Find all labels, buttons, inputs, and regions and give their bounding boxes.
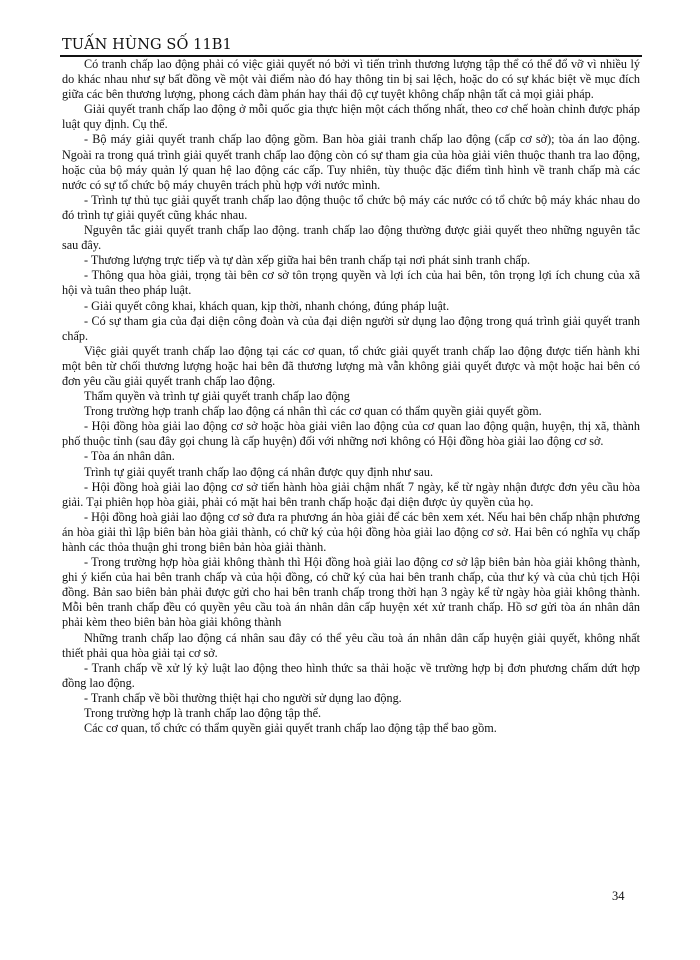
page-number: 34 [612,889,625,903]
running-header: TUẤN HÙNG SỐ 11B1 [62,37,232,53]
paragraph: Các cơ quan, tổ chức có thẩm quyền giải quyết tranh chấp lao động tập thể bao gồm. [84,721,497,736]
paragraph: - Tòa án nhân dân. [84,449,175,464]
paragraph: - Thương lượng trực tiếp và tự dàn xếp giữa hai bên tranh chấp tại nơi phát sinh tranh chấp. [84,253,531,268]
paragraph: Giải quyết tranh chấp lao động ở mỗi quốc gia thực hiện một cách thống nhất, theo cơ chế hoàn chỉnh được pháp luật quy định. Cụ thể. [62,102,640,132]
paragraph: - Hội đồng hòa giải lao động cơ sở hoặc hòa giải viên lao động của cơ quan lao động quận, huyện, thị xã, thành phố thuộc tỉnh (sau đây gọi chung là cấp huyện) đối với những nơi không có Hội đồng hòa giải lao động cơ sở. [62,419,640,449]
document-body [62,57,640,736]
paragraph: - Trình tự thủ tục giải quyết tranh chấp lao động thuộc tổ chức bộ máy các nước có tổ chức bộ máy khác nhau do đó trình tự giải quyết cũng khác nhau. [62,192,640,222]
paragraph: Trình tự giải quyết tranh chấp lao động cá nhân được quy định như sau. [84,464,434,479]
paragraph: Có tranh chấp lao động phải có việc giải quyết nó bởi vì tiến trình thương lượng tập thể có thể đổ vỡ vì nhiều lý do khác nhau như sự bất đồng về một vài điểm nào đó hay thông tin bị sai lệch, hoặc do có sự khác biệt về mục đích giữa các bên thương lượng, phong cách đàm phán hay thái độ cự tuyệt không chấp nhận tất cả mọi giải pháp. [62,57,640,102]
section-heading: Thẩm quyền và trình tự giải quyết tranh chấp lao động [84,389,350,404]
paragraph: - Tranh chấp về xử lý kỷ luật lao động theo hình thức sa thải hoặc về trường hợp bị đơn phương chấm dứt hợp đồng lao động. [62,660,640,690]
paragraph: Việc giải quyết tranh chấp lao động tại các cơ quan, tổ chức giải quyết tranh chấp lao động được tiến hành khi một bên từ chối thương lượng hoặc hai bên đã thương lượng mà vẫn không giải quyết được và một hoặc hai bên có đơn yêu cầu giải quyết tranh chấp lao động. [62,343,640,388]
paragraph: - Hội đồng hoà giải lao động cơ sở đưa ra phương án hòa giải để các bên xem xét. Nếu hai bên chấp nhận phương án hòa giải thì lập biên bản hòa giải thành, có chữ ký của hội đồng hòa giải lao động cơ sở. Hai bên có nghĩa vụ chấp hành các thỏa thuận ghi trong biên bản hòa giải thành. [62,509,640,554]
paragraph: Trong trường hợp là tranh chấp lao động tập thể. [84,706,322,721]
paragraph: - Thông qua hòa giải, trọng tài bên cơ sở tôn trọng quyền và lợi ích của hai bên, tôn trọng lợi ích chung của xã hội và tuân theo pháp luật. [62,268,640,298]
paragraph: - Trong trường hợp hòa giải không thành thì Hội đồng hoà giải lao động cơ sở lập biên bản hòa giải không thành, ghi ý kiến của hai bên tranh chấp và của hội đồng, có chữ ký của hai bên tranh chấp, của thư ký và của chủ tịch Hội đồng. Bản sao biên bản phải được gửi cho hai bên tranh chấp trong thời hạn 3 ngày kể từ ngày hòa giải không thành. Mỗi bên tranh chấp đều có quyền yêu cầu toà án nhân dân cấp huyện xét xử tranh chấp. Hồ sơ gửi tòa án nhân dân phải kèm theo biên bản hòa giải không thành [62,555,640,630]
paragraph: - Tranh chấp về bồi thường thiệt hại cho người sử dụng lao động. [84,690,402,705]
paragraph: Trong trường hợp tranh chấp lao động cá nhân thì các cơ quan có thẩm quyền giải quyết gồm. [84,404,542,419]
paragraph: - Có sự tham gia của đại diện công đoàn và của đại diện người sử dụng lao động trong quá trình giải quyết tranh chấp. [62,313,640,343]
paragraph: Nguyên tắc giải quyết tranh chấp lao động. tranh chấp lao động thường được giải quyết theo những nguyên tắc sau đây. [62,223,640,253]
paragraph: - Hội đồng hoà giải lao động cơ sở tiến hành hòa giải chậm nhất 7 ngày, kể từ ngày nhận được đơn yêu cầu hòa giải. Tại phiên họp hòa giải, phải có mặt hai bên tranh chấp hoặc đại diện được ủy quyền của họ. [62,479,640,509]
paragraph: - Giải quyết công khai, khách quan, kịp thời, nhanh chóng, đúng pháp luật. [84,298,450,313]
paragraph: - Bộ máy giải quyết tranh chấp lao động gồm. Ban hòa giải tranh chấp lao động (cấp cơ sở); tòa án lao động. Ngoài ra trong quá trình giải quyết tranh chấp lao động còn có sự tham gia của hòa giải viên thuộc thanh tra lao động, hoặc của bộ máy quản lý quan hệ lao động các cấp. Tuy nhiên, tùy thuộc đặc điểm tình hình về tranh chấp mà các nước có sự tổ chức bộ máy chuyên trách phù hợp với nước mình. [62,132,640,192]
paragraph: Những tranh chấp lao động cá nhân sau đây có thể yêu cầu toà án nhân dân cấp huyện giải quyết, không nhất thiết phải qua hòa giải tại cơ sở. [62,630,640,660]
